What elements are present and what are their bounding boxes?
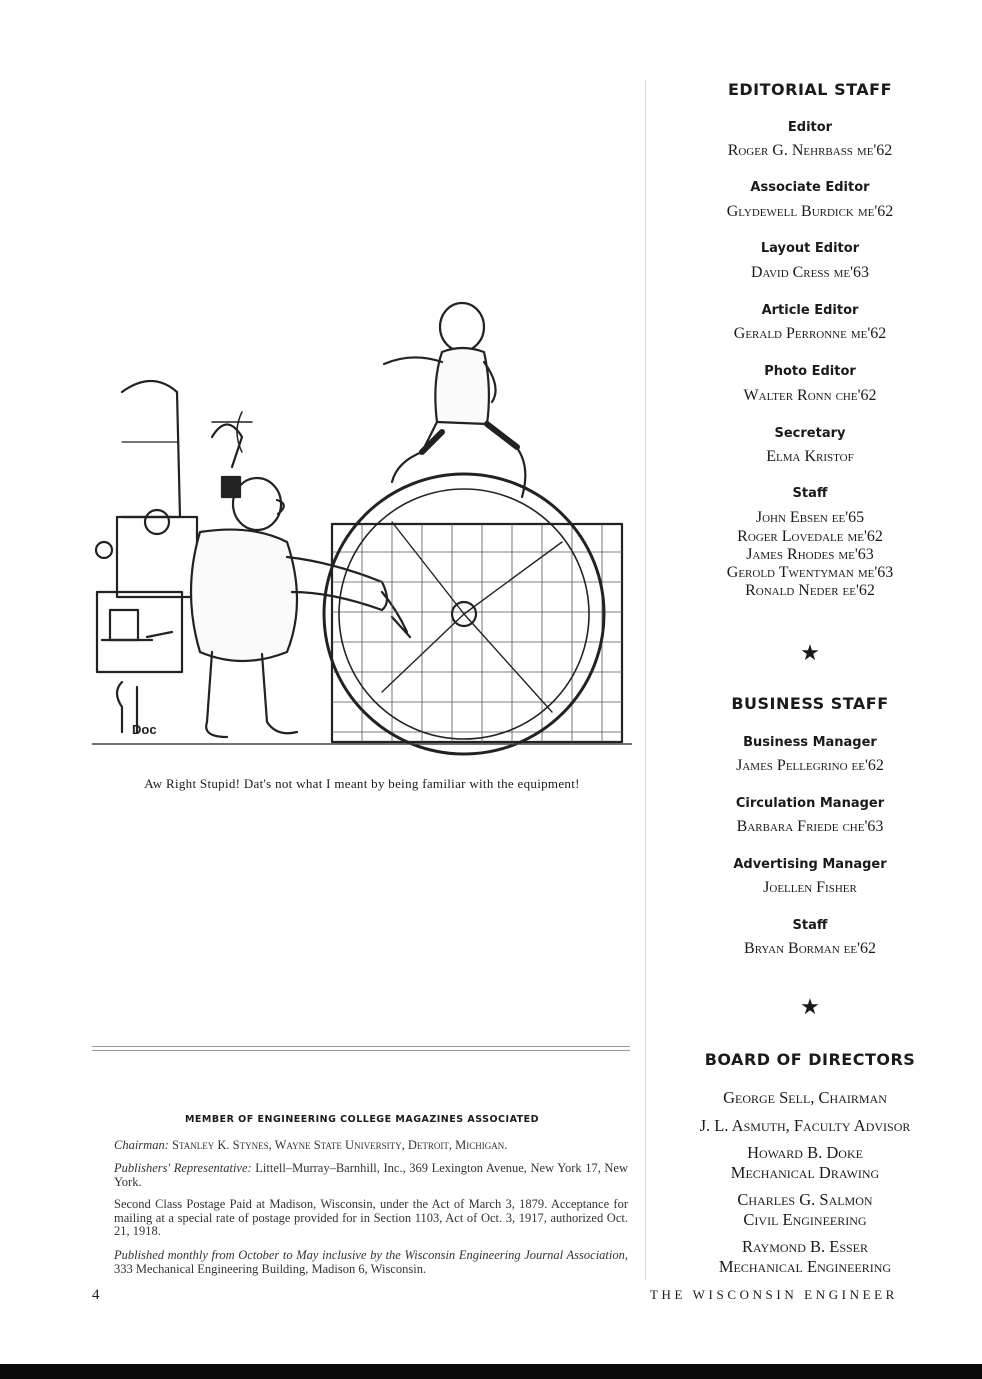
member-heading: MEMBER OF ENGINEERING COLLEGE MAGAZINES ASSOCIATED <box>184 1114 540 1125</box>
business-staff-heading: BUSINESS STAFF <box>731 694 889 713</box>
name-article-editor: Gerald Perronne me'62 <box>733 325 887 342</box>
cartoon-caption: Aw Right Stupid! Dat's not what I meant by being familiar with the equipment! <box>144 776 580 791</box>
name-staff-1: John Ebsen ee'65 <box>755 509 865 526</box>
name-circulation-manager: Barbara Friede che'63 <box>736 818 884 835</box>
star-divider-1: ★ <box>800 640 820 665</box>
name-editor: Roger G. Nehrbass me'62 <box>727 142 893 159</box>
magazine-title: THE WISCONSIN ENGINEER <box>650 1287 898 1302</box>
representative-paragraph <box>114 1162 628 1189</box>
chairman-paragraph <box>114 1139 628 1153</box>
board-line-4: Mechanical Drawing <box>730 1163 880 1182</box>
name-associate-editor: Glydewell Burdick me'62 <box>726 203 894 220</box>
cartoon-illustration <box>92 292 632 768</box>
role-layout-editor: Layout Editor <box>760 241 860 256</box>
role-business-staff: Staff <box>792 918 828 933</box>
board-heading: BOARD OF DIRECTORS <box>704 1050 916 1069</box>
role-advertising-manager: Advertising Manager <box>733 857 887 872</box>
role-editor: Editor <box>787 120 833 135</box>
representative-text: Littell–Murray–Barnhill, Inc., 369 Lexington Avenue, New York 17, New York. <box>114 1161 629 1189</box>
board-line-5: Charles G. Salmon <box>737 1190 873 1209</box>
name-advertising-manager: Joellen Fisher <box>763 879 857 896</box>
role-circulation-manager: Circulation Manager <box>735 796 885 811</box>
rule-top <box>92 1046 630 1047</box>
cartoon-signature: Doc <box>132 722 157 737</box>
page-number: 4 <box>92 1287 100 1303</box>
role-secretary: Secretary <box>774 426 846 441</box>
name-secretary: Elma Kristof <box>766 448 854 465</box>
published-address: 333 Mechanical Engineering Building, Madison 6, Wisconsin. <box>114 1261 427 1276</box>
published-italic: Published monthly from October to May inclusive by the Wisconsin Engineering Journal Association, <box>114 1248 628 1262</box>
published-paragraph <box>114 1249 628 1276</box>
name-business-staff: Bryan Borman ee'62 <box>744 940 876 957</box>
representative-label: Publishers' Representative: <box>114 1161 252 1175</box>
name-staff-2: Roger Lovedale me'62 <box>737 528 883 545</box>
chairman-label: Chairman: <box>114 1138 169 1152</box>
scan-edge-band <box>0 1364 982 1379</box>
star-divider-2: ★ <box>800 994 820 1019</box>
editorial-staff-heading: EDITORIAL STAFF <box>727 80 893 99</box>
board-line-6: Civil Engineering <box>743 1210 867 1229</box>
role-photo-editor: Photo Editor <box>764 364 856 379</box>
board-line-2: J. L. Asmuth, Faculty Advisor <box>699 1116 911 1135</box>
chairman-text: Stanley K. Stynes, Wayne State University, Detroit, Michigan. <box>172 1138 508 1152</box>
board-line-7: Raymond B. Esser <box>741 1237 869 1256</box>
name-layout-editor: David Cress me'63 <box>751 264 869 281</box>
name-staff-3: James Rhodes me'63 <box>746 546 874 563</box>
board-line-8: Mechanical Engineering <box>718 1257 892 1276</box>
role-business-manager: Business Manager <box>743 735 877 750</box>
role-staff: Staff <box>792 486 828 501</box>
rule-bottom <box>92 1050 630 1051</box>
name-staff-5: Ronald Neder ee'62 <box>745 582 875 599</box>
name-staff-4: Gerold Twentyman me'63 <box>726 564 894 581</box>
role-associate-editor: Associate Editor <box>750 180 870 195</box>
name-business-manager: James Pellegrino ee'62 <box>736 757 884 774</box>
name-photo-editor: Walter Ronn che'62 <box>743 387 877 404</box>
column-divider <box>645 80 646 1280</box>
board-line-3: Howard B. Doke <box>747 1143 863 1162</box>
board-line-1: George Sell, Chairman <box>723 1088 887 1107</box>
role-article-editor: Article Editor <box>761 303 859 318</box>
postage-paragraph: Second Class Postage Paid at Madison, Wisconsin, under the Act of March 3, 1879. Acceptance for mailing at a special rate of postage provided for in Section 1103, Act of Oct. 3, 1917, authorized Oct. 21, 1918. <box>114 1197 628 1238</box>
